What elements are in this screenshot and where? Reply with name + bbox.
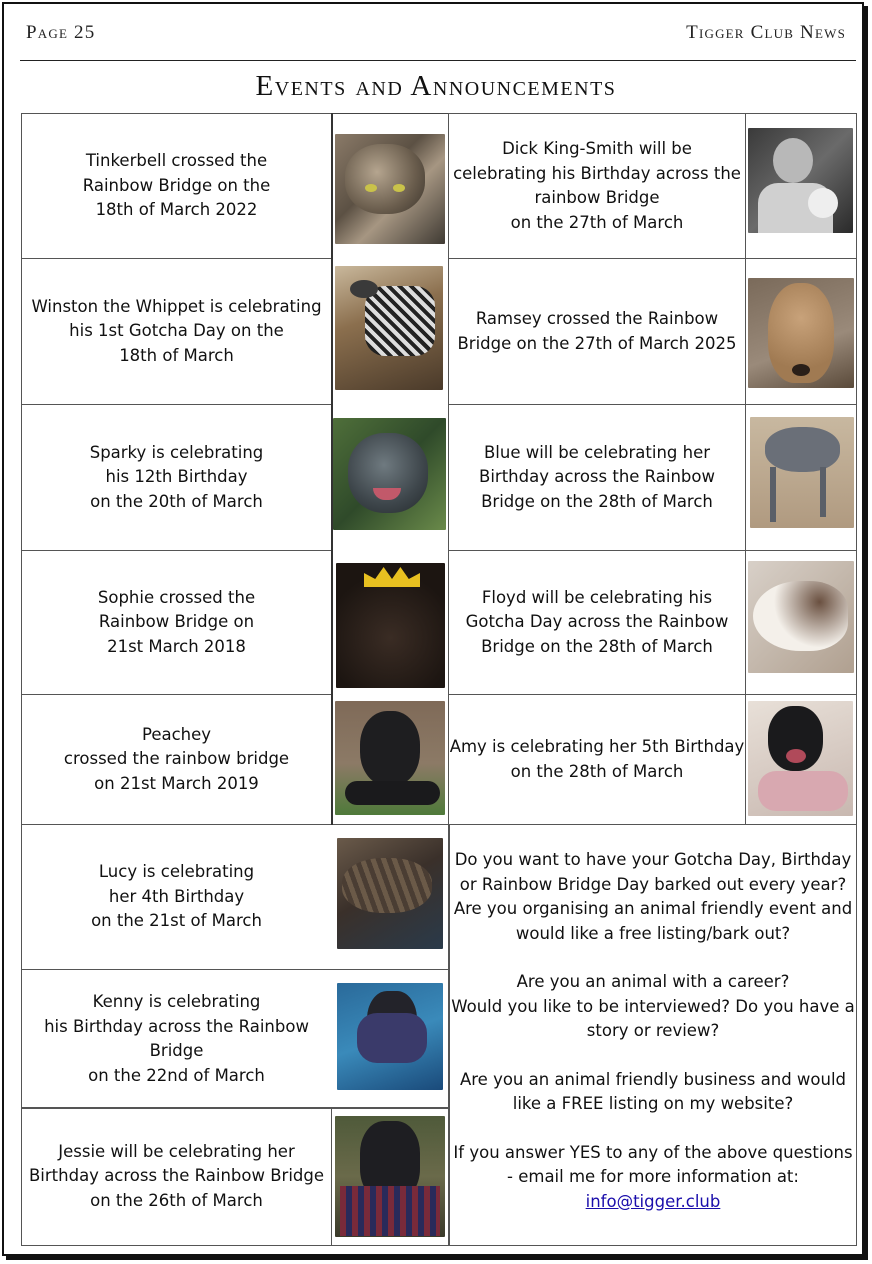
grey-greyhound-photo: [333, 418, 446, 530]
entry-sparky: Sparky is celebrating his 12th Birthday on the 20th of March: [89, 442, 264, 511]
info-paragraph-4: If you answer YES to any of the above questions - email me for more information at:: [453, 1142, 853, 1186]
brindle-dog-sleeping-photo: [337, 838, 443, 949]
column-divider-left: [331, 113, 333, 825]
fawn-greyhound-photo: [748, 278, 854, 388]
entry-kenny: Kenny is celebrating his Birthday across the Rainbow Bridge on the 22nd of March: [44, 992, 309, 1085]
entry-ramsey: Ramsey crossed the Rainbow Bridge on the 27th of March 2025: [457, 309, 737, 353]
poodle-with-crown-photo: [336, 563, 445, 688]
info-paragraph-1: Do you want to have your Gotcha Day, Birthday or Rainbow Bridge Day barked out every year? Are you organising an animal friendly event and would like a free listing/bark out?: [453, 850, 853, 943]
page-title: Events and Announcements: [255, 70, 617, 102]
entry-winston: Winston the Whippet is celebrating his 1st Gotcha Day on the 18th of March: [31, 296, 322, 365]
whippet-in-coat-photo: [335, 266, 443, 390]
blue-whippet-photo: [750, 417, 854, 528]
email-link[interactable]: info@tigger.club: [585, 1191, 721, 1211]
info-paragraph-3: Are you an animal friendly business and would like a FREE listing on my website?: [459, 1069, 847, 1113]
header-rule: [20, 60, 856, 61]
entry-amy: Amy is celebrating her 5th Birthday on the 28th of March: [449, 737, 745, 781]
tabby-cat-photo: [335, 134, 445, 244]
entry-jessie: Jessie will be celebrating her Birthday across the Rainbow Bridge on the 26th of March: [28, 1141, 325, 1210]
brindle-white-greyhound-photo: [748, 561, 854, 673]
lurcher-in-tartan-coat-photo: [335, 1116, 445, 1237]
publication-name: Tigger Club News: [686, 22, 846, 43]
entry-sophie: Sophie crossed the Rainbow Bridge on 21st March 2018: [97, 587, 256, 656]
man-with-dog-photo: [748, 128, 853, 233]
info-paragraph-2: Are you an animal with a career? Would you like to be interviewed? Do you have a story or review?: [451, 972, 855, 1040]
entry-floyd: Floyd will be celebrating his Gotcha Day across the Rainbow Bridge on the 28th of March: [465, 587, 729, 656]
black-greyhound-photo: [335, 701, 445, 815]
submission-info-text: [451, 848, 855, 1214]
entry-blue: Blue will be celebrating her Birthday across the Rainbow Bridge on the 28th of March: [479, 442, 715, 511]
entry-lucy: Lucy is celebrating her 4th Birthday on the 21st of March: [91, 862, 262, 931]
entry-tinkerbell: Tinkerbell crossed the Rainbow Bridge on the 18th of March 2022: [82, 151, 271, 220]
entry-dick-king-smith: Dick King-Smith will be celebrating his Birthday across the rainbow Bridge on the 27th of March: [453, 139, 741, 232]
dog-in-jumper-photo: [337, 983, 443, 1090]
entry-peachey: Peachey crossed the rainbow bridge on 21st March 2019: [63, 724, 290, 793]
black-greyhound-on-sofa-photo: [748, 701, 853, 816]
page-number: Page 25: [26, 22, 96, 43]
